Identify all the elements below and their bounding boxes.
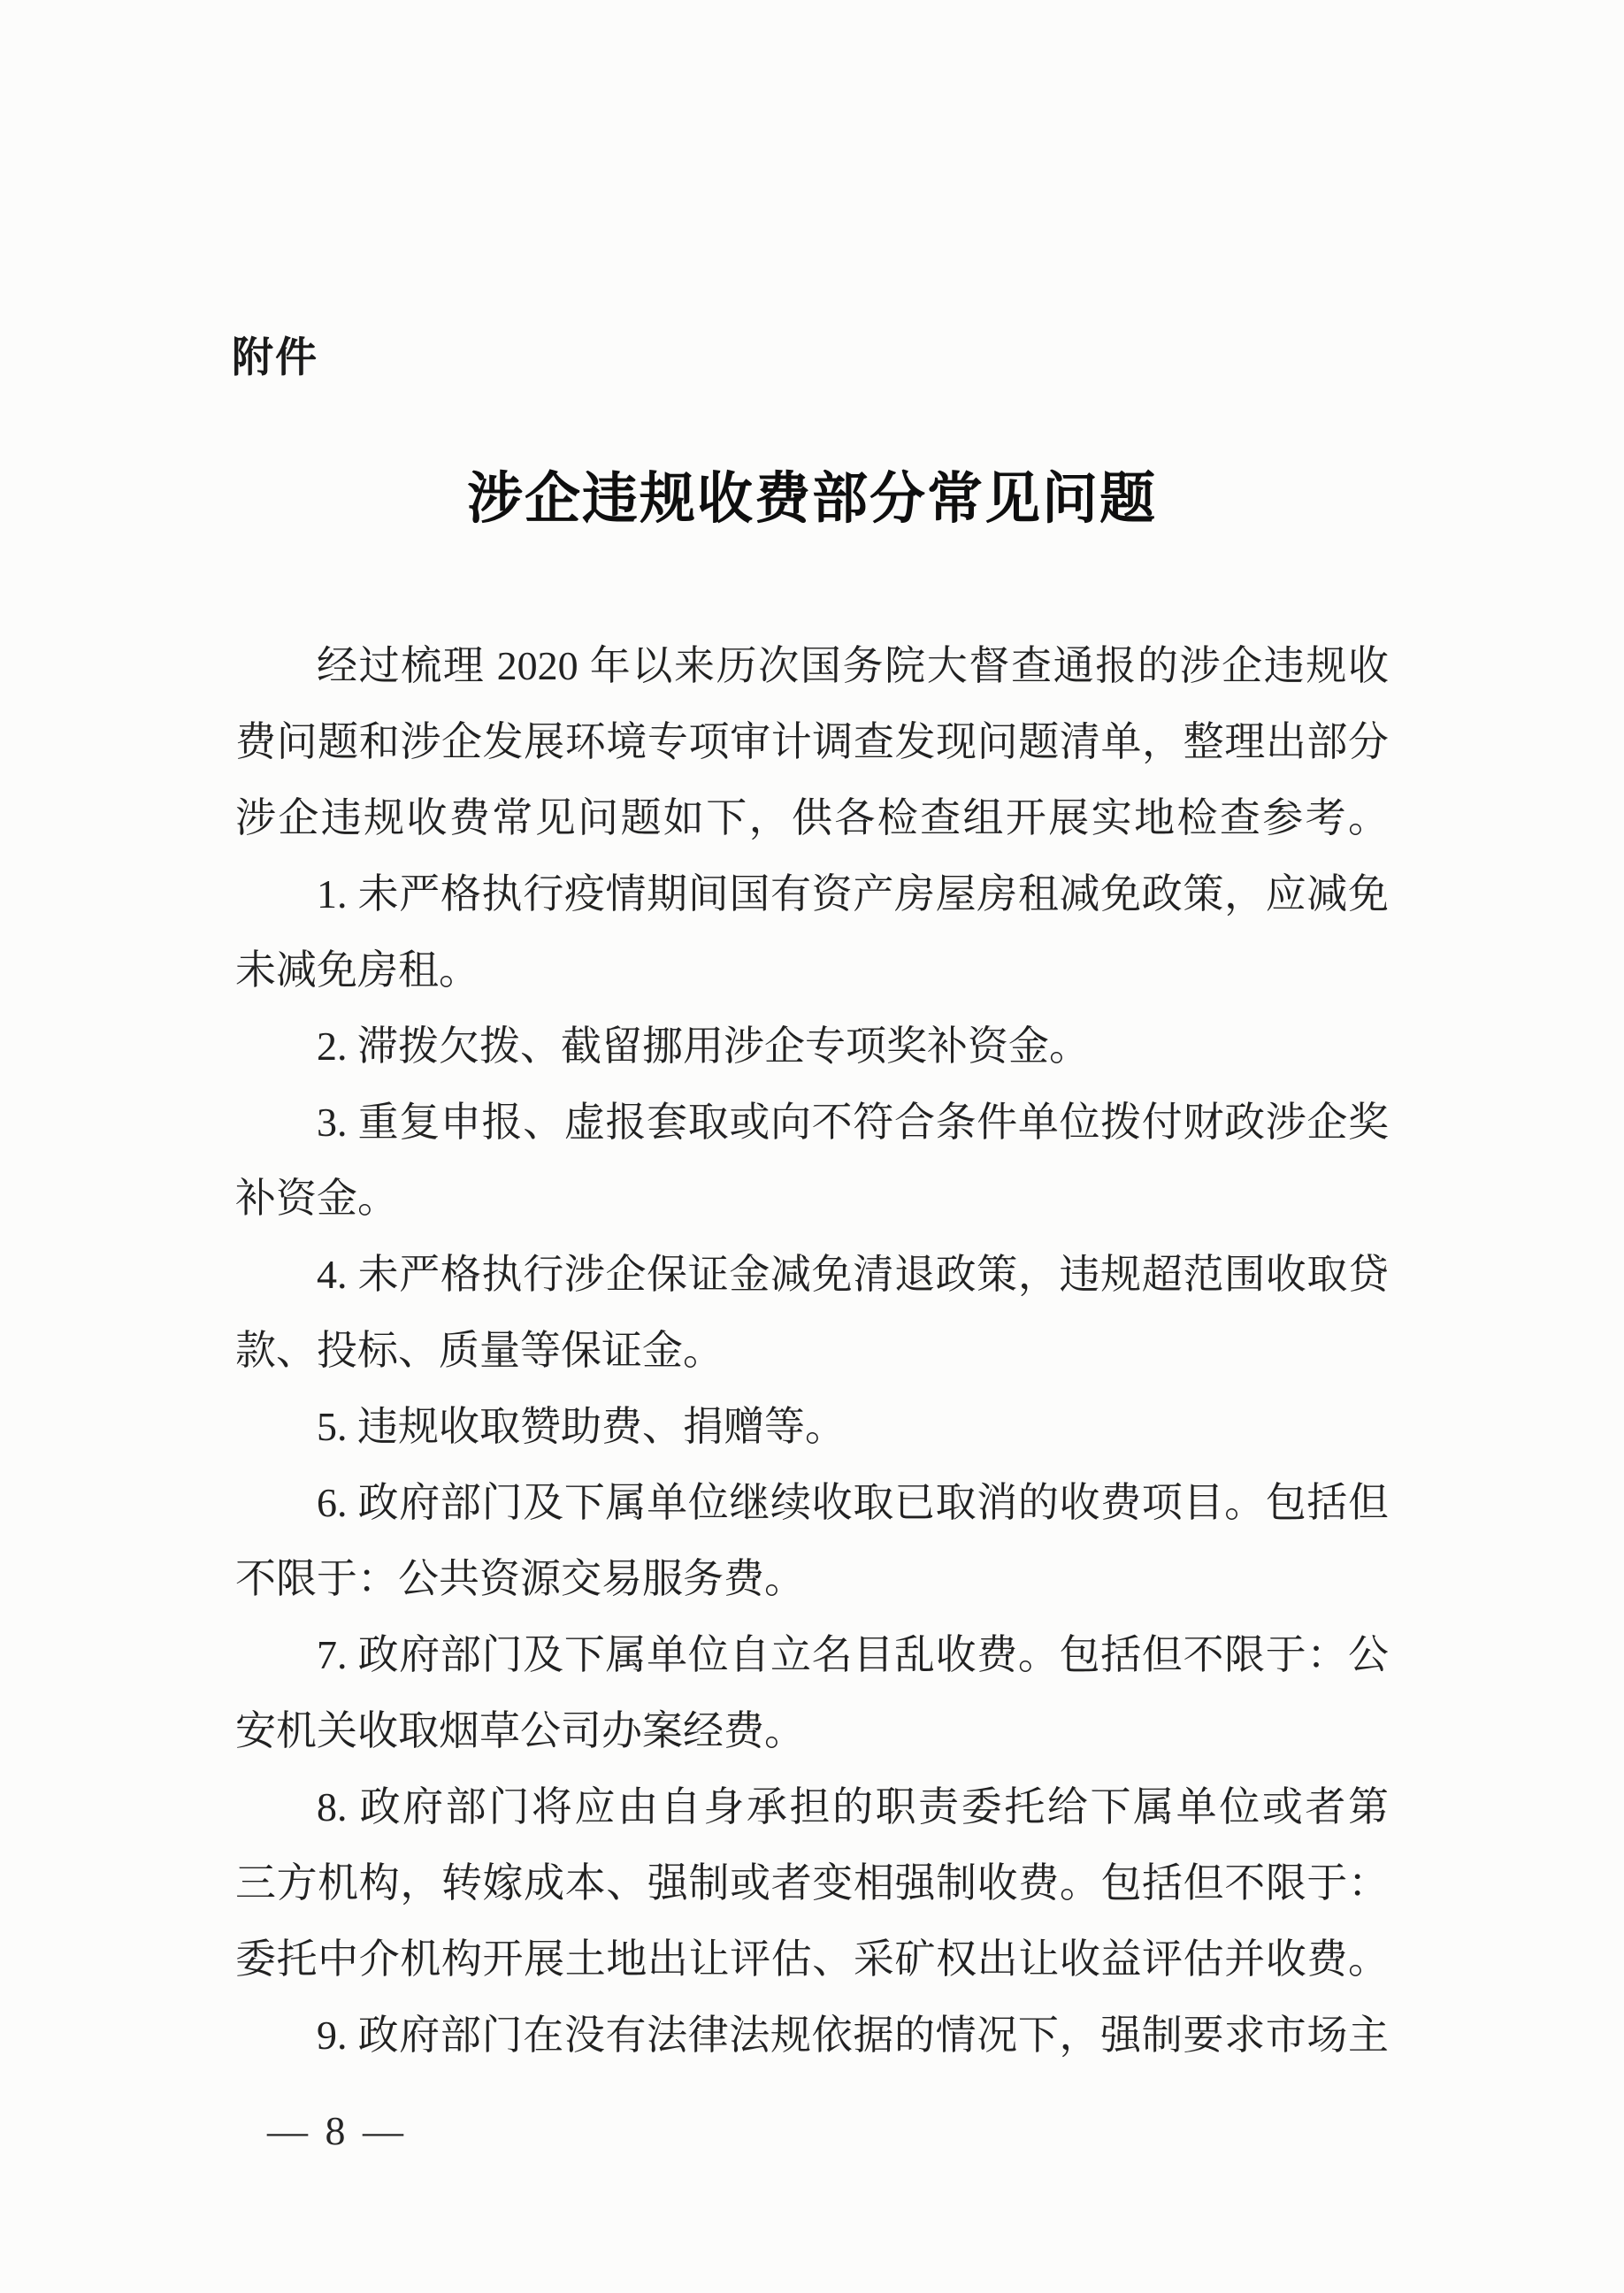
body-line: 2. 滞拨欠拨、截留挪用涉企专项奖补资金。	[317, 1024, 1090, 1069]
body-line: 经过梳理 2020 年以来历次国务院大督查通报的涉企违规收	[317, 643, 1389, 688]
body-line: 未减免房租。	[235, 947, 479, 993]
page-title: 涉企违规收费部分常见问题	[467, 468, 1157, 530]
body-line: 委托中介机构开展土地出让评估、采矿权出让收益评估并收费。	[235, 1936, 1389, 1982]
body-line: 6. 政府部门及下属单位继续收取已取消的收费项目。包括但	[317, 1480, 1389, 1525]
body-line: 款、投标、质量等保证金。	[235, 1328, 724, 1373]
body-line: 9. 政府部门在没有法律法规依据的情况下，强制要求市场主	[317, 2013, 1389, 2058]
body-line: 8. 政府部门将应由自身承担的职责委托给下属单位或者第	[317, 1784, 1389, 1829]
body-line: 涉企违规收费常见问题如下，供各检查组开展实地检查参考。	[235, 795, 1389, 840]
body-line: 不限于：公共资源交易服务费。	[235, 1556, 805, 1601]
body-line: 7. 政府部门及下属单位自立名目乱收费。包括但不限于：公	[317, 1632, 1389, 1677]
document-body	[235, 628, 1389, 2074]
body-line: 3. 重复申报、虚报套取或向不符合条件单位拨付财政涉企奖	[317, 1100, 1389, 1145]
page-number: — 8 —	[267, 2108, 407, 2153]
body-line: 费问题和涉企发展环境专项审计调查发现问题清单，整理出部分	[235, 719, 1389, 764]
body-line: 4. 未严格执行涉企保证金减免清退政策，违规超范围收取贷	[317, 1252, 1389, 1297]
body-line: 安机关收取烟草公司办案经费。	[235, 1708, 805, 1753]
body-line: 5. 违规收取赞助费、捐赠等。	[317, 1404, 846, 1449]
attachment-label: 附件	[232, 334, 318, 380]
body-line: 三方机构，转嫁成本、强制或者变相强制收费。包括但不限于：	[235, 1860, 1389, 1906]
body-line: 1. 未严格执行疫情期间国有资产房屋房租减免政策，应减免	[317, 871, 1389, 916]
body-line: 补资金。	[235, 1176, 398, 1221]
